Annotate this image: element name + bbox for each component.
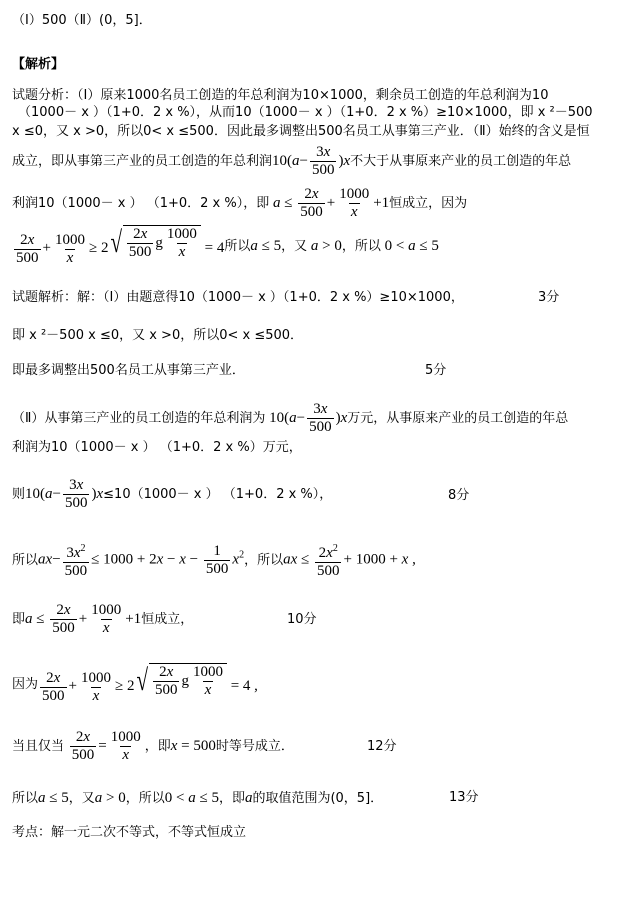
score-5: 5分 [425, 363, 447, 378]
formula-am-gm: $\frac{2x}{500}$ + $\frac{1000}{x}$ ≥ 2 √ $\frac{2x}{500}$ g $\frac{1000}{x}$ = 4 [16, 226, 225, 266]
solution-line-11-ie: ，即 [218, 790, 245, 806]
solution-line-10-tail: 时等号成立． [215, 738, 294, 754]
analysis-line-5-tail: 恒成立，因为 [389, 195, 468, 211]
analysis-line-4-lead: 成立，即从事第三产业的员工创造的年总利润 [12, 153, 273, 169]
solution-line-8-lead: 即 [12, 611, 26, 627]
analysis-line-5 [12, 185, 467, 221]
formula-am-gm-2: $\frac{2x}{500}$ + $\frac{1000}{x}$ ≥ 2 √ $\frac{2x}{500}$ g $\frac{1000}{x}$ = 4 , [42, 664, 258, 704]
analysis-line-4-tail: 不大于从事原来产业的员工创造的年总 [350, 153, 572, 169]
formula-a-bound: a ≤ $\frac{2x}{500}$ + $\frac{1000}{x}$ +1 [272, 185, 390, 220]
formula-a-bound-2: a ≤ $\frac{2x}{500}$ + $\frac{1000}{x}$ +1 [25, 601, 142, 636]
solution-line-7-lead: 所以 [12, 552, 39, 568]
answer-line: （Ⅰ）500（Ⅱ）(0，5]． [12, 13, 152, 28]
solution-line-3: 即最多调整出500名员工从事第三产业． [12, 363, 245, 378]
formula-inequality: 10(a− $\frac{3x}{500}$ )x [25, 476, 104, 511]
score-12: 12分 [367, 739, 397, 754]
formula-a: a [244, 789, 253, 806]
analysis-line-6 [12, 226, 439, 266]
score-3: 3分 [538, 290, 560, 305]
formula-a-range: 0 < a ≤ 5 [380, 237, 439, 254]
solution-line-5: 利润为10（1000－ x ） （1+0．2 x %）万元， [12, 440, 302, 455]
analysis-line-3: x ≤0，又 x >0，所以0< x ≤500．因此最多调整出500名员工从事第三产业．（Ⅱ）始终的含义是恒 [12, 124, 590, 139]
solution-line-7-mid: ，所以 [244, 552, 284, 568]
solution-line-10-mid: ，即 [144, 738, 171, 754]
solution-line-6-lead: 则 [12, 486, 26, 502]
solution-line-11-also: ，又 [68, 790, 95, 806]
formula-a-le-5: a ≤ 5 [250, 237, 282, 254]
analysis-line-5-lead: 利润10（1000－ x ） （1+0．2 x %），即 [12, 195, 270, 211]
formula-ax-bound: ax ≤ $\frac{2x^2}{500}$ + 1000 + x , [283, 543, 416, 579]
solution-line-1: 试题解析：解：（Ⅰ）由题意得10（1000－ x ）（1+0．2 x %）≥10×1000， [12, 290, 464, 305]
solution-line-6 [12, 476, 332, 512]
formula-profit-third: 10(a− $\frac{3x}{500}$ )x [272, 143, 351, 178]
analysis-line-1: 试题分析：（Ⅰ）原来1000名员工创造的年总利润为10×1000，剩余员工创造的年总利润为10 [12, 88, 549, 103]
formula-a-gt-0: a > 0 [310, 237, 342, 254]
solution-line-11-therefore: ，所以 [125, 790, 165, 806]
analysis-line-6-so: 所以 [224, 238, 251, 254]
analysis-line-6-also: ，又 [281, 238, 308, 254]
section-heading: 【解析】 [12, 57, 65, 72]
solution-line-4-tail: 万元，从事原来产业的员工创造的年总 [347, 410, 569, 426]
solution-line-2: 即 x ²－500 x ≤0，又 x >0，所以0< x ≤500． [12, 328, 304, 343]
solution-line-11-lead: 所以 [12, 790, 39, 806]
keypoints: 考点：解一元二次不等式，不等式恒成立 [12, 825, 247, 840]
solution-line-6-tail: ≤10（1000－ x ） （1+0．2 x %）， [103, 486, 333, 502]
solution-line-9 [12, 664, 258, 704]
formula-equality: $\frac{2x}{500}$ = $\frac{1000}{x}$ [71, 728, 141, 763]
analysis-line-6-therefore: ，所以 [341, 238, 381, 254]
solution-line-4-lead: （Ⅱ）从事第三产业的员工创造的年总利润为 [12, 410, 266, 426]
solution-line-7 [12, 540, 416, 580]
solution-line-11 [12, 788, 383, 808]
score-13: 13分 [449, 790, 479, 805]
solution-line-8 [12, 601, 193, 637]
analysis-line-2: （1000－ x ）（1+0．2 x %），从而10（1000－ x ）（1+0．2 x %）≥10×1000，即 x ²－500 [18, 105, 593, 120]
score-8: 8分 [448, 488, 470, 503]
formula-profit-third-2: 10(a− $\frac{3x}{500}$ )x [265, 400, 348, 435]
solution-line-10 [12, 728, 294, 764]
solution-line-8-tail: 恒成立， [141, 611, 194, 627]
formula-a-gt-0-2: a > 0 [94, 789, 126, 806]
analysis-line-4 [12, 143, 571, 179]
solution-line-9-lead: 因为 [12, 676, 39, 692]
score-10: 10分 [287, 612, 317, 627]
formula-x-500: x = 500 [170, 737, 216, 754]
formula-a-range-2: 0 < a ≤ 5 [164, 789, 219, 806]
formula-expanded: ax− $\frac{3x^2}{500}$ ≤ 1000 + 2x − x − $\frac{1}{500}$ $x^2$ [38, 542, 245, 579]
formula-a-le-5-2: a ≤ 5 [38, 789, 69, 806]
solution-line-11-tail: 的取值范围为(0，5]． [252, 790, 384, 806]
solution-line-4 [12, 400, 568, 436]
solution-line-10-lead: 当且仅当 [12, 738, 65, 754]
